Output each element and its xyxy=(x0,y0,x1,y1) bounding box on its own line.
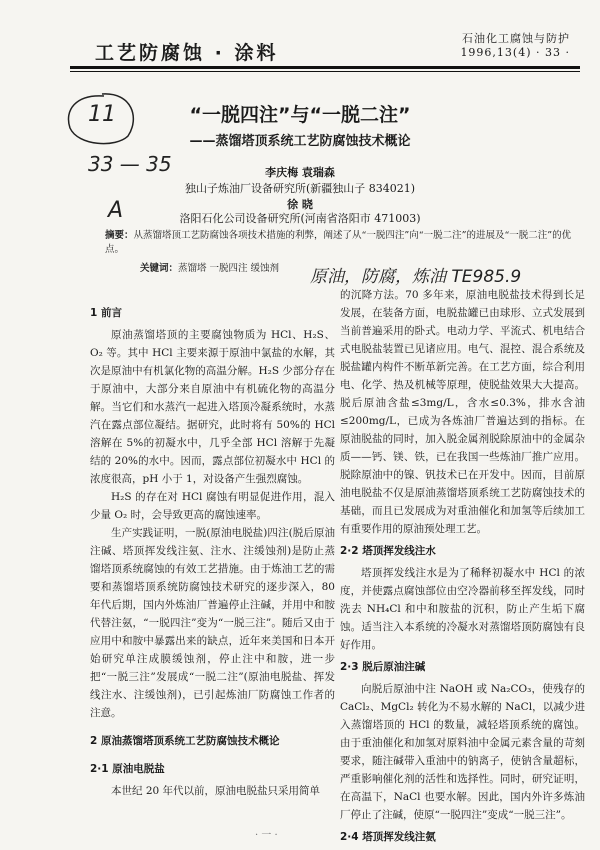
article-title: “一脱四注”与“一脱二注” xyxy=(189,104,411,126)
right-column xyxy=(340,286,585,850)
handwritten-number: 11 xyxy=(88,102,116,127)
paragraph: 的沉降方法。70 多年来，原油电脱盐技术得到长足发展，在装备方面，电脱盐罐已由球形、立式发展到当前普遍采用的卧式。电动力学、平流式、机电结合式电脱盐装置已见诸应用。电气、混控、混合系统及脱盐罐内构件不断革新完善。在工艺方面，综合利用电、化学、热及机械等原理，使脱盐效果大大提高。脱后原油含盐≤3mg/L，含水≤0.3%，排水含油≤200mg/L，已成为各炼油厂普遍达到的指标。在原油脱盐的同时，加入脱金属剂脱除原油中的金属杂质——钙、镁、铁，已在我国一些炼油厂推广应用。脱除原油中的镍、钒技术已在开发中。因而，目前原油电脱盐不仅是原油蒸馏塔顶系统工艺防腐蚀技术的基础，而且已发展成为对重油催化和加氢等后续加工有重要作用的原油预处理工艺。 xyxy=(340,289,585,535)
journal-name: 石油化工腐蚀与防护 xyxy=(462,32,570,45)
affiliation-1: 独山子炼油厂设备研究所(新疆独山子 834021) xyxy=(184,182,416,195)
journal-issue: 1996,13(4) · 33 · xyxy=(460,46,570,59)
article-subtitle: ——蒸馏塔顶系统工艺防腐蚀技术概论 xyxy=(189,134,411,149)
heading-section-2: 2 原油蒸馏塔顶系统工艺防腐蚀技术概论 xyxy=(90,735,280,747)
footer-mark: · 一 · xyxy=(255,830,278,841)
keywords-line xyxy=(140,262,310,276)
handwritten-keywords-note: 原油，防腐，炼油 TE985.9 xyxy=(310,267,522,287)
paragraph: 本世纪 20 年代以前，原油电脱盐只采用简单 xyxy=(111,785,321,797)
abstract xyxy=(105,229,575,257)
heading-2-4: 2·4 塔顶挥发线注氨 xyxy=(340,831,436,843)
left-column xyxy=(90,300,335,800)
header-rule-thin xyxy=(70,71,580,72)
paragraph: H₂S 的存在对 HCl 腐蚀有明显促进作用，混入少量 O₂ 时，会导致更高的腐蚀速率。 xyxy=(90,491,335,521)
handwritten-mark: A xyxy=(108,198,124,223)
heading-intro: 1 前言 xyxy=(90,307,122,319)
heading-2-3: 2·3 脱后原油注碱 xyxy=(340,661,426,673)
heading-2-2: 2·2 塔顶挥发线注水 xyxy=(340,545,436,557)
section-title: 工艺防腐蚀 · 涂料 xyxy=(95,42,279,64)
header-rule-thick xyxy=(70,66,580,69)
paragraph: 原油蒸馏塔顶的主要腐蚀物质为 HCl、H₂S、O₂ 等。其中 HCl 主要来源于原油中氯盐的水解，其次是原油中有机氯化物的高温分解。H₂S 少部分存在于原油中，大部分来自原油中有机硫化物的高温分解。当它们和水蒸汽一起进入塔顶冷凝系统时，水蒸汽在露点部位凝结。据研究，此时将有 50%的 HCl 溶解在 5%的初凝水中，几乎全部 HCl 溶解于先凝结的 20%的水中。因而，露点部位初凝水中 HCl 的浓度很高，pH 小于 1，对设备产生强烈腐蚀。 xyxy=(90,329,335,485)
keywords-text: 蒸馏塔 一脱四注 缓蚀剂 xyxy=(178,263,280,274)
paragraph: 生产实践证明，一脱(原油电脱盐)四注(脱后原油注碱、塔顶挥发线注氨、注水、注缓蚀剂)是防止蒸馏塔顶系统腐蚀的有效工艺措施。由于炼油工艺的需要和蒸馏塔顶系统防腐蚀技术研究的逐步深入，80 年代后期，国内外炼油厂普遍停止注碱，并用中和胺代替注氨，“一脱四注”变为“一脱三注”。随后又由于应用中和胺中暴露出来的缺点，近年来美国和日本开始研究单注成膜缓蚀剂，停止注中和胺，进一步把“一脱三注”发展成“一脱二注”(原油电脱盐、挥发线注水、注缓蚀剂)，已引起炼油厂防腐蚀工作者的注意。 xyxy=(90,527,335,719)
affiliation-2: 洛阳石化公司设备研究所(河南省洛阳市 471003) xyxy=(179,212,421,225)
authors-line-1: 李庆梅 袁瑞森 xyxy=(265,166,335,179)
paragraph: 塔顶挥发线注水是为了稀释初凝水中 HCl 的浓度，并使露点腐蚀部位由空冷器前移至挥发线，同时洗去 NH₄Cl 和中和胺盐的沉积，防止产生垢下腐蚀。适当注入本系统的冷凝水对蒸馏塔顶防腐蚀有良好作用。 xyxy=(340,567,585,651)
abstract-text: 从蒸馏塔顶工艺防腐蚀各项技术措施的利弊，阐述了从“一脱四注”向“一脱二注”的进展及“一脱二注”的优点。 xyxy=(105,230,572,255)
abstract-label: 摘要： xyxy=(105,230,134,241)
keywords-label: 关键词： xyxy=(140,263,179,274)
author-2: 徐 晓 xyxy=(287,198,313,211)
heading-2-1: 2·1 原油电脱盐 xyxy=(90,763,165,775)
handwritten-pages: 33 — 35 xyxy=(88,152,172,176)
paragraph: 向脱后原油中注 NaOH 或 Na₂CO₃，使残存的 CaCl₂、MgCl₂ 转化为不易水解的 NaCl，以减少进入蒸馏塔顶的 HCl 的数量，减轻塔顶系统的腐蚀。由于重油催化和加氢对原料油中金属元素含量的苛刻要求，随注碱带入重油中的钠离子，使钠含量超标，严重影响催化剂的活性和选择性。同时，研究证明，在高温下，NaCl 也要水解。因此，国内外许多炼油厂停止了注碱，使原“一脱四注”变成“一脱三注”。 xyxy=(340,683,585,821)
